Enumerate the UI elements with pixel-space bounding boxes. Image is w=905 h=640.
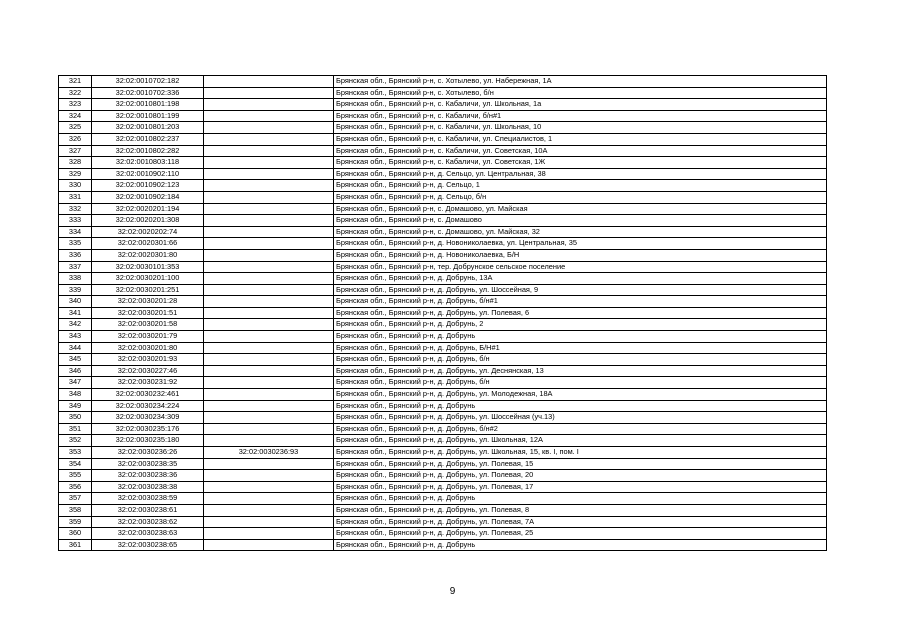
related-cadastral-cell bbox=[204, 458, 334, 470]
row-number-cell: 323 bbox=[59, 99, 92, 111]
row-number-cell: 337 bbox=[59, 261, 92, 273]
cadastral-number-cell: 32:02:0030201:79 bbox=[92, 331, 204, 343]
address-cell: Брянская обл., Брянский р-н, с. Кабаличи, б/н#1 bbox=[334, 110, 827, 122]
address-cell: Брянская обл., Брянский р-н, с. Кабаличи, ул. Советская, 1Ж bbox=[334, 157, 827, 169]
table-row bbox=[59, 110, 827, 122]
table-row bbox=[59, 377, 827, 389]
cadastral-number-cell: 32:02:0030235:180 bbox=[92, 435, 204, 447]
related-cadastral-cell bbox=[204, 481, 334, 493]
related-cadastral-cell bbox=[204, 493, 334, 505]
related-cadastral-cell bbox=[204, 76, 334, 88]
related-cadastral-cell bbox=[204, 145, 334, 157]
related-cadastral-cell bbox=[204, 296, 334, 308]
related-cadastral-cell bbox=[204, 249, 334, 261]
cadastral-number-cell: 32:02:0030238:38 bbox=[92, 481, 204, 493]
table-row bbox=[59, 191, 827, 203]
address-cell: Брянская обл., Брянский р-н, с. Домашово bbox=[334, 215, 827, 227]
related-cadastral-cell bbox=[204, 226, 334, 238]
address-cell: Брянская обл., Брянский р-н, д. Добрунь, ул. Шоссейная, 9 bbox=[334, 284, 827, 296]
related-cadastral-cell bbox=[204, 157, 334, 169]
related-cadastral-cell bbox=[204, 539, 334, 551]
cadastral-number-cell: 32:02:0030238:62 bbox=[92, 516, 204, 528]
cadastral-number-cell: 32:02:0010702:336 bbox=[92, 87, 204, 99]
table-row bbox=[59, 458, 827, 470]
cadastral-number-cell: 32:02:0030201:251 bbox=[92, 284, 204, 296]
table-body bbox=[59, 76, 827, 551]
cadastral-number-cell: 32:02:0030238:61 bbox=[92, 504, 204, 516]
address-cell: Брянская обл., Брянский р-н, д. Добрунь, б/н bbox=[334, 354, 827, 366]
cadastral-number-cell: 32:02:0010902:110 bbox=[92, 168, 204, 180]
related-cadastral-cell bbox=[204, 423, 334, 435]
row-number-cell: 334 bbox=[59, 226, 92, 238]
row-number-cell: 361 bbox=[59, 539, 92, 551]
table-row bbox=[59, 215, 827, 227]
related-cadastral-cell bbox=[204, 389, 334, 401]
table-row bbox=[59, 342, 827, 354]
table-row bbox=[59, 412, 827, 424]
cadastral-number-cell: 32:02:0030201:51 bbox=[92, 307, 204, 319]
address-cell: Брянская обл., Брянский р-н, д. Добрунь, б/н#2 bbox=[334, 423, 827, 435]
cadastral-number-cell: 32:02:0010802:282 bbox=[92, 145, 204, 157]
related-cadastral-cell bbox=[204, 203, 334, 215]
address-cell: Брянская обл., Брянский р-н, д. Добрунь, б/н bbox=[334, 377, 827, 389]
address-cell: Брянская обл., Брянский р-н, д. Добрунь bbox=[334, 331, 827, 343]
cadastral-number-cell: 32:02:0010801:203 bbox=[92, 122, 204, 134]
address-cell: Брянская обл., Брянский р-н, д. Новониколаевка, ул. Центральная, 35 bbox=[334, 238, 827, 250]
row-number-cell: 353 bbox=[59, 447, 92, 459]
row-number-cell: 342 bbox=[59, 319, 92, 331]
table-row bbox=[59, 145, 827, 157]
table-row bbox=[59, 76, 827, 88]
related-cadastral-cell bbox=[204, 307, 334, 319]
cadastral-number-cell: 32:02:0030236:26 bbox=[92, 447, 204, 459]
row-number-cell: 348 bbox=[59, 389, 92, 401]
row-number-cell: 355 bbox=[59, 470, 92, 482]
cadastral-number-cell: 32:02:0030234:224 bbox=[92, 400, 204, 412]
table-row bbox=[59, 99, 827, 111]
row-number-cell: 360 bbox=[59, 528, 92, 540]
cadastral-number-cell: 32:02:0030201:28 bbox=[92, 296, 204, 308]
row-number-cell: 338 bbox=[59, 273, 92, 285]
table-row bbox=[59, 238, 827, 250]
address-cell: Брянская обл., Брянский р-н, д. Добрунь, ул. Полевая, 6 bbox=[334, 307, 827, 319]
related-cadastral-cell bbox=[204, 133, 334, 145]
address-cell: Брянская обл., Брянский р-н, д. Добрунь, ул. Полевая, 15 bbox=[334, 458, 827, 470]
address-cell: Брянская обл., Брянский р-н, с. Хотылево, б/н bbox=[334, 87, 827, 99]
cadastral-number-cell: 32:02:0010902:184 bbox=[92, 191, 204, 203]
row-number-cell: 336 bbox=[59, 249, 92, 261]
related-cadastral-cell bbox=[204, 261, 334, 273]
cadastral-number-cell: 32:02:0010801:199 bbox=[92, 110, 204, 122]
address-cell: Брянская обл., Брянский р-н, д. Новониколаевка, Б/Н bbox=[334, 249, 827, 261]
row-number-cell: 328 bbox=[59, 157, 92, 169]
cadastral-number-cell: 32:02:0020301:66 bbox=[92, 238, 204, 250]
table-row bbox=[59, 284, 827, 296]
cadastral-number-cell: 32:02:0010902:123 bbox=[92, 180, 204, 192]
related-cadastral-cell bbox=[204, 331, 334, 343]
row-number-cell: 331 bbox=[59, 191, 92, 203]
table-row bbox=[59, 400, 827, 412]
address-cell: Брянская обл., Брянский р-н, д. Добрунь, ул. Полевая, 7А bbox=[334, 516, 827, 528]
related-cadastral-cell bbox=[204, 528, 334, 540]
address-cell: Брянская обл., Брянский р-н, д. Добрунь, ул. Полевая, 20 bbox=[334, 470, 827, 482]
related-cadastral-cell bbox=[204, 87, 334, 99]
table-row bbox=[59, 331, 827, 343]
address-cell: Брянская обл., Брянский р-н, д. Добрунь, ул. Деснянская, 13 bbox=[334, 365, 827, 377]
row-number-cell: 329 bbox=[59, 168, 92, 180]
address-cell: Брянская обл., Брянский р-н, д. Добрунь, б/н#1 bbox=[334, 296, 827, 308]
address-cell: Брянская обл., Брянский р-н, д. Сельцо, б/н bbox=[334, 191, 827, 203]
property-register-table bbox=[58, 75, 827, 551]
cadastral-number-cell: 32:02:0010802:237 bbox=[92, 133, 204, 145]
row-number-cell: 332 bbox=[59, 203, 92, 215]
table-row bbox=[59, 447, 827, 459]
table-row bbox=[59, 168, 827, 180]
row-number-cell: 322 bbox=[59, 87, 92, 99]
address-cell: Брянская обл., Брянский р-н, д. Добрунь, Б/Н#1 bbox=[334, 342, 827, 354]
related-cadastral-cell bbox=[204, 99, 334, 111]
address-cell: Брянская обл., Брянский р-н, д. Добрунь, ул. Молодежная, 18А bbox=[334, 389, 827, 401]
table-row bbox=[59, 493, 827, 505]
cadastral-number-cell: 32:02:0020202:74 bbox=[92, 226, 204, 238]
related-cadastral-cell bbox=[204, 273, 334, 285]
cadastral-number-cell: 32:02:0020301:80 bbox=[92, 249, 204, 261]
address-cell: Брянская обл., Брянский р-н, д. Добрунь bbox=[334, 539, 827, 551]
row-number-cell: 359 bbox=[59, 516, 92, 528]
address-cell: Брянская обл., Брянский р-н, д. Сельцо, 1 bbox=[334, 180, 827, 192]
address-cell: Брянская обл., Брянский р-н, с. Кабаличи, ул. Школьная, 10 bbox=[334, 122, 827, 134]
table-row bbox=[59, 133, 827, 145]
related-cadastral-cell bbox=[204, 342, 334, 354]
table-row bbox=[59, 180, 827, 192]
address-cell: Брянская обл., Брянский р-н, д. Добрунь, ул. Школьная, 15, кв. I, пом. I bbox=[334, 447, 827, 459]
cadastral-number-cell: 32:02:0030201:93 bbox=[92, 354, 204, 366]
row-number-cell: 345 bbox=[59, 354, 92, 366]
address-cell: Брянская обл., Брянский р-н, с. Кабаличи, ул. Советская, 10А bbox=[334, 145, 827, 157]
row-number-cell: 356 bbox=[59, 481, 92, 493]
table-row bbox=[59, 365, 827, 377]
address-cell: Брянская обл., Брянский р-н, д. Добрунь, ул. Школьная, 12А bbox=[334, 435, 827, 447]
table-row bbox=[59, 354, 827, 366]
address-cell: Брянская обл., Брянский р-н, д. Добрунь, ул. Полевая, 25 bbox=[334, 528, 827, 540]
table-row bbox=[59, 423, 827, 435]
table-row bbox=[59, 203, 827, 215]
table-row bbox=[59, 504, 827, 516]
cadastral-number-cell: 32:02:0010803:118 bbox=[92, 157, 204, 169]
row-number-cell: 346 bbox=[59, 365, 92, 377]
cadastral-number-cell: 32:02:0030201:100 bbox=[92, 273, 204, 285]
table-row bbox=[59, 528, 827, 540]
table-row bbox=[59, 516, 827, 528]
cadastral-number-cell: 32:02:0030227:46 bbox=[92, 365, 204, 377]
table-row bbox=[59, 273, 827, 285]
address-cell: Брянская обл., Брянский р-н, д. Добрунь bbox=[334, 400, 827, 412]
address-cell: Брянская обл., Брянский р-н, д. Добрунь, ул. Шоссейная (уч.13) bbox=[334, 412, 827, 424]
table-row bbox=[59, 296, 827, 308]
cadastral-number-cell: 32:02:0030231:92 bbox=[92, 377, 204, 389]
row-number-cell: 350 bbox=[59, 412, 92, 424]
address-cell: Брянская обл., Брянский р-н, д. Добрунь, ул. Полевая, 17 bbox=[334, 481, 827, 493]
cadastral-number-cell: 32:02:0030238:35 bbox=[92, 458, 204, 470]
cadastral-number-cell: 32:02:0030201:80 bbox=[92, 342, 204, 354]
cadastral-number-cell: 32:02:0030101:353 bbox=[92, 261, 204, 273]
related-cadastral-cell bbox=[204, 516, 334, 528]
cadastral-number-cell: 32:02:0030235:176 bbox=[92, 423, 204, 435]
row-number-cell: 330 bbox=[59, 180, 92, 192]
row-number-cell: 335 bbox=[59, 238, 92, 250]
related-cadastral-cell bbox=[204, 377, 334, 389]
address-cell: Брянская обл., Брянский р-н, д. Добрунь, 13А bbox=[334, 273, 827, 285]
cadastral-number-cell: 32:02:0010702:182 bbox=[92, 76, 204, 88]
address-cell: Брянская обл., Брянский р-н, с. Хотылево, ул. Набережная, 1А bbox=[334, 76, 827, 88]
table-row bbox=[59, 539, 827, 551]
row-number-cell: 349 bbox=[59, 400, 92, 412]
address-cell: Брянская обл., Брянский р-н, тер. Добрунское сельское поселение bbox=[334, 261, 827, 273]
row-number-cell: 351 bbox=[59, 423, 92, 435]
cadastral-number-cell: 32:02:0030238:59 bbox=[92, 493, 204, 505]
cadastral-number-cell: 32:02:0020201:308 bbox=[92, 215, 204, 227]
row-number-cell: 358 bbox=[59, 504, 92, 516]
cadastral-number-cell: 32:02:0030234:309 bbox=[92, 412, 204, 424]
related-cadastral-cell bbox=[204, 191, 334, 203]
page-number: 9 bbox=[449, 586, 456, 597]
cadastral-number-cell: 32:02:0020201:194 bbox=[92, 203, 204, 215]
address-cell: Брянская обл., Брянский р-н, д. Добрунь, ул. Полевая, 8 bbox=[334, 504, 827, 516]
address-cell: Брянская обл., Брянский р-н, с. Домашово, ул. Майская bbox=[334, 203, 827, 215]
related-cadastral-cell bbox=[204, 168, 334, 180]
cadastral-number-cell: 32:02:0030238:36 bbox=[92, 470, 204, 482]
related-cadastral-cell bbox=[204, 365, 334, 377]
row-number-cell: 340 bbox=[59, 296, 92, 308]
related-cadastral-cell bbox=[204, 215, 334, 227]
row-number-cell: 327 bbox=[59, 145, 92, 157]
related-cadastral-cell bbox=[204, 180, 334, 192]
address-cell: Брянская обл., Брянский р-н, с. Домашово, ул. Майская, 32 bbox=[334, 226, 827, 238]
row-number-cell: 333 bbox=[59, 215, 92, 227]
table-row bbox=[59, 470, 827, 482]
table-row bbox=[59, 261, 827, 273]
address-cell: Брянская обл., Брянский р-н, д. Добрунь, 2 bbox=[334, 319, 827, 331]
table-row bbox=[59, 122, 827, 134]
row-number-cell: 324 bbox=[59, 110, 92, 122]
table-row bbox=[59, 435, 827, 447]
related-cadastral-cell bbox=[204, 284, 334, 296]
cadastral-number-cell: 32:02:0030232:461 bbox=[92, 389, 204, 401]
table-row bbox=[59, 319, 827, 331]
related-cadastral-cell bbox=[204, 470, 334, 482]
related-cadastral-cell bbox=[204, 238, 334, 250]
cadastral-number-cell: 32:02:0030238:65 bbox=[92, 539, 204, 551]
related-cadastral-cell bbox=[204, 122, 334, 134]
row-number-cell: 343 bbox=[59, 331, 92, 343]
table-row bbox=[59, 249, 827, 261]
row-number-cell: 352 bbox=[59, 435, 92, 447]
row-number-cell: 326 bbox=[59, 133, 92, 145]
row-number-cell: 341 bbox=[59, 307, 92, 319]
cadastral-number-cell: 32:02:0010801:198 bbox=[92, 99, 204, 111]
row-number-cell: 344 bbox=[59, 342, 92, 354]
row-number-cell: 347 bbox=[59, 377, 92, 389]
row-number-cell: 357 bbox=[59, 493, 92, 505]
table-row bbox=[59, 157, 827, 169]
cadastral-number-cell: 32:02:0030238:63 bbox=[92, 528, 204, 540]
related-cadastral-cell bbox=[204, 319, 334, 331]
table-row bbox=[59, 307, 827, 319]
address-cell: Брянская обл., Брянский р-н, с. Кабаличи, ул. Специалистов, 1 bbox=[334, 133, 827, 145]
row-number-cell: 325 bbox=[59, 122, 92, 134]
related-cadastral-cell bbox=[204, 110, 334, 122]
address-cell: Брянская обл., Брянский р-н, д. Сельцо, ул. Центральная, 38 bbox=[334, 168, 827, 180]
row-number-cell: 354 bbox=[59, 458, 92, 470]
related-cadastral-cell bbox=[204, 412, 334, 424]
row-number-cell: 339 bbox=[59, 284, 92, 296]
table-row bbox=[59, 481, 827, 493]
address-cell: Брянская обл., Брянский р-н, с. Кабаличи, ул. Школьная, 1а bbox=[334, 99, 827, 111]
related-cadastral-cell bbox=[204, 435, 334, 447]
address-cell: Брянская обл., Брянский р-н, д. Добрунь bbox=[334, 493, 827, 505]
related-cadastral-cell bbox=[204, 504, 334, 516]
related-cadastral-cell: 32:02:0030236:93 bbox=[204, 447, 334, 459]
table-row bbox=[59, 389, 827, 401]
cadastral-number-cell: 32:02:0030201:58 bbox=[92, 319, 204, 331]
table-row bbox=[59, 226, 827, 238]
related-cadastral-cell bbox=[204, 400, 334, 412]
table-row bbox=[59, 87, 827, 99]
related-cadastral-cell bbox=[204, 354, 334, 366]
row-number-cell: 321 bbox=[59, 76, 92, 88]
